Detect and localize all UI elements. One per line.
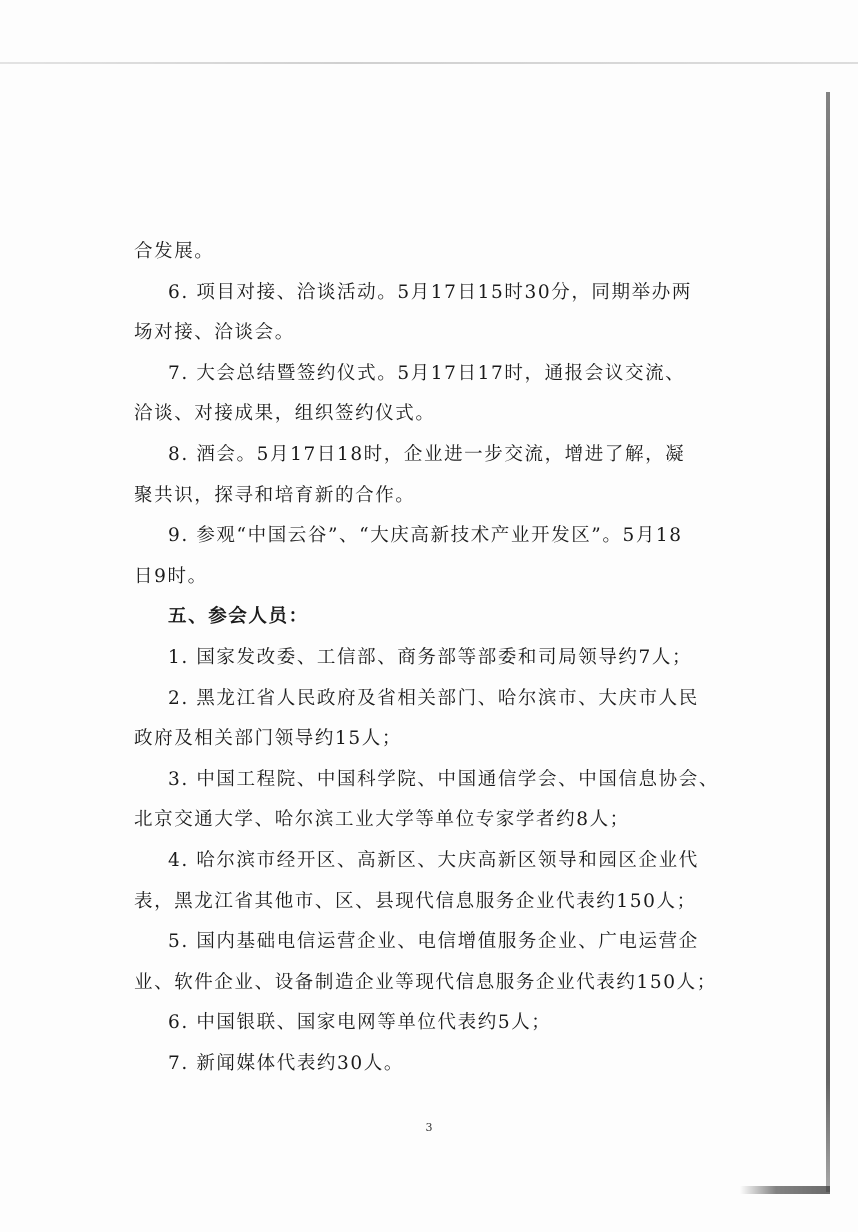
scan-edge-top [0, 62, 858, 64]
text-line: 聚共识，探寻和培育新的合作。 [134, 484, 416, 506]
scan-edge-bottom [740, 1186, 830, 1194]
text-line: 北京交通大学、哈尔滨工业大学等单位专家学者约8人； [134, 809, 630, 831]
text-line: 业、软件企业、设备制造企业等现代信息服务企业代表约150人； [134, 971, 717, 993]
text-line: 5. 国内基础电信运营企业、电信增值服务企业、广电运营企 [168, 931, 699, 953]
text-line: 洽谈、对接成果，组织签约仪式。 [134, 403, 436, 425]
page-number: 3 [425, 1121, 433, 1134]
text-line: 9. 参观“中国云谷”、“大庆高新技术产业开发区”。5月18 [168, 525, 683, 547]
text-line: 表，黑龙江省其他市、区、县现代信息服务企业代表约150人； [134, 890, 697, 912]
text-line: 1. 国家发改委、工信部、商务部等部委和司局领导约7人； [168, 646, 693, 668]
section-heading: 五、参会人员： [168, 606, 309, 628]
text-line: 2. 黑龙江省人民政府及省相关部门、哈尔滨市、大庆市人民 [168, 687, 699, 709]
text-line: 8. 酒会。5月17日18时，企业进一步交流，增进了解，凝 [168, 443, 686, 465]
scan-edge-right [826, 92, 830, 1192]
text-line: 3. 中国工程院、中国科学院、中国通信学会、中国信息协会、 [168, 768, 719, 790]
text-line: 6. 项目对接、洽谈活动。5月17日15时30分，同期举办两 [168, 281, 692, 303]
text-line: 日9时。 [134, 565, 208, 587]
text-line: 7. 新闻媒体代表约30人。 [168, 1052, 404, 1074]
text-line: 场对接、洽谈会。 [134, 322, 295, 344]
text-line: 6. 中国银联、国家电网等单位代表约5人； [168, 1012, 552, 1034]
text-line: 政府及相关部门领导约15人； [134, 728, 402, 750]
text-line: 合发展。 [134, 241, 215, 262]
document-body [134, 232, 724, 1084]
text-line: 4. 哈尔滨市经开区、高新区、大庆高新区领导和园区企业代 [168, 849, 699, 871]
text-line: 7. 大会总结暨签约仪式。5月17日17时，通报会议交流、 [168, 362, 686, 384]
